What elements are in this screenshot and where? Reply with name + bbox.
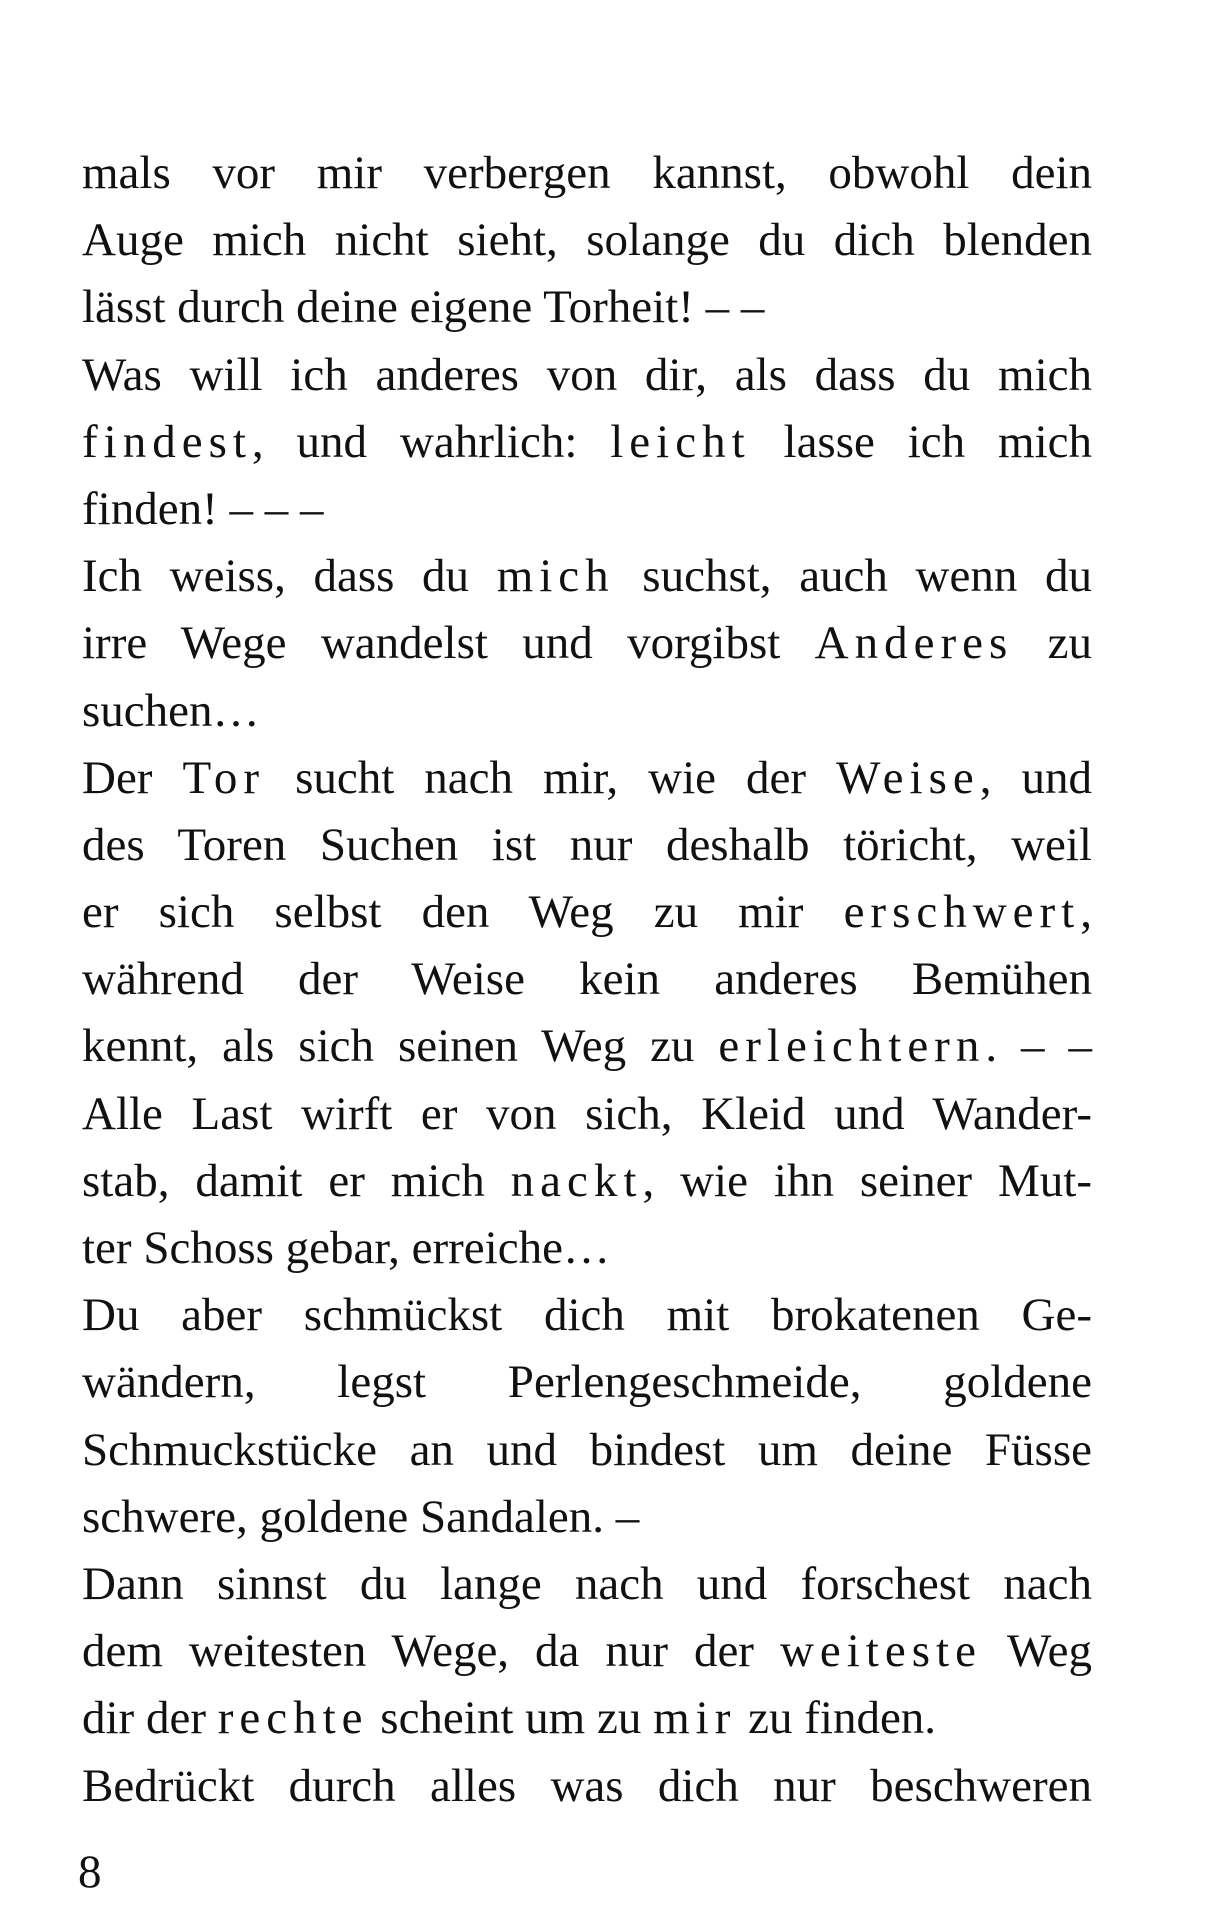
text-segment: Was will ich anderes von dir, als dass du mich [82, 348, 1092, 401]
text-segment: suchen… [82, 684, 260, 737]
emphasized-text: findest [82, 415, 252, 468]
text-line [82, 274, 1092, 341]
text-line [82, 476, 1092, 543]
text-segment: irre Wege wandelst und vorgibst [82, 617, 815, 670]
page-number: 8 [78, 1846, 102, 1898]
text-line [82, 543, 1092, 610]
text-line [82, 879, 1092, 946]
text-segment: zu [1013, 617, 1092, 670]
text-line [82, 1081, 1092, 1148]
text-line [82, 812, 1092, 879]
emphasized-text: mir [653, 1692, 737, 1745]
text-line [82, 1349, 1092, 1416]
text-segment: finden! – – – [82, 482, 324, 535]
emphasized-text: weiteste [779, 1625, 982, 1678]
text-line [82, 678, 1092, 745]
text-line [82, 409, 1092, 476]
emphasized-text: mich [496, 550, 615, 603]
text-segment: Bedrückt durch alles was dich nur beschweren [82, 1759, 1092, 1812]
text-segment: stab, damit er mich [82, 1154, 511, 1207]
text-segment: , und [979, 751, 1092, 804]
text-line [82, 1215, 1092, 1282]
text-segment: Der [82, 751, 183, 804]
text-segment: Weg [981, 1625, 1093, 1678]
text-line [82, 1618, 1092, 1685]
text-segment: Du aber schmückst dich mit brokatenen Ge- [82, 1289, 1092, 1342]
text-segment: sucht nach mir, wie der [265, 751, 837, 804]
text-segment: dir der [82, 1692, 218, 1745]
text-segment: Alle Last wirft er von sich, Kleid und Wander- [82, 1087, 1092, 1140]
text-segment: mals vor mir verbergen kannst, obwohl dein [82, 147, 1092, 199]
text-segment: , wie ihn seiner Mut- [642, 1154, 1092, 1207]
emphasized-text: rechte [217, 1692, 369, 1745]
emphasized-text: erleichtern [718, 1020, 986, 1073]
text-line [82, 610, 1092, 677]
text-segment: dem weitesten Wege, da nur der [82, 1625, 780, 1678]
text-segment: zu finden. [736, 1692, 937, 1745]
text-segment: scheint um zu [368, 1692, 654, 1745]
text-line [82, 342, 1092, 409]
text-line [82, 207, 1092, 274]
text-line [82, 1685, 1092, 1752]
emphasized-text: Anderes [814, 617, 1014, 670]
text-segment: wändern, legst Perlengeschmeide, goldene [82, 1356, 1092, 1409]
text-segment: , [1080, 886, 1092, 939]
text-line [82, 1753, 1092, 1820]
text-segment: Ich weiss, dass du [82, 550, 497, 603]
emphasized-text: Tor [182, 751, 266, 804]
text-segment: suchst, auch wenn du [614, 550, 1092, 603]
text-line [82, 946, 1092, 1013]
body-text [82, 140, 1092, 1820]
text-segment: Schmuckstücke an und bindest um deine Füsse [82, 1423, 1092, 1476]
text-line [82, 1417, 1092, 1484]
text-segment: kennt, als sich seinen Weg zu [82, 1020, 719, 1073]
text-segment: Dann sinnst du lange nach und forschest nach [82, 1557, 1092, 1610]
text-segment: des Toren Suchen ist nur deshalb töricht, weil [82, 818, 1092, 871]
text-line [82, 745, 1092, 812]
text-segment: er sich selbst den Weg zu mir [82, 886, 844, 939]
text-segment: lässt durch deine eigene Torheit! – – [82, 281, 765, 334]
emphasized-text: erschwert [843, 886, 1081, 939]
text-segment: . – – [985, 1020, 1092, 1073]
text-line [82, 1013, 1092, 1080]
emphasized-text: Weise [836, 751, 980, 804]
emphasized-text: nackt [510, 1154, 643, 1207]
text-segment: , und wahrlich: [251, 415, 611, 468]
text-segment: während der Weise kein anderes Bemühen [82, 953, 1092, 1006]
text-line [82, 1551, 1092, 1618]
text-segment: lasse ich mich [750, 415, 1092, 468]
text-line [82, 140, 1092, 207]
text-segment: schwere, goldene Sandalen. – [82, 1490, 640, 1543]
text-segment: ter Schoss gebar, erreiche… [82, 1222, 610, 1274]
text-segment: Auge mich nicht sieht, solange du dich blenden [82, 214, 1092, 267]
text-line [82, 1484, 1092, 1551]
text-line [82, 1148, 1092, 1215]
emphasized-text: leicht [610, 415, 751, 468]
text-line [82, 1282, 1092, 1349]
